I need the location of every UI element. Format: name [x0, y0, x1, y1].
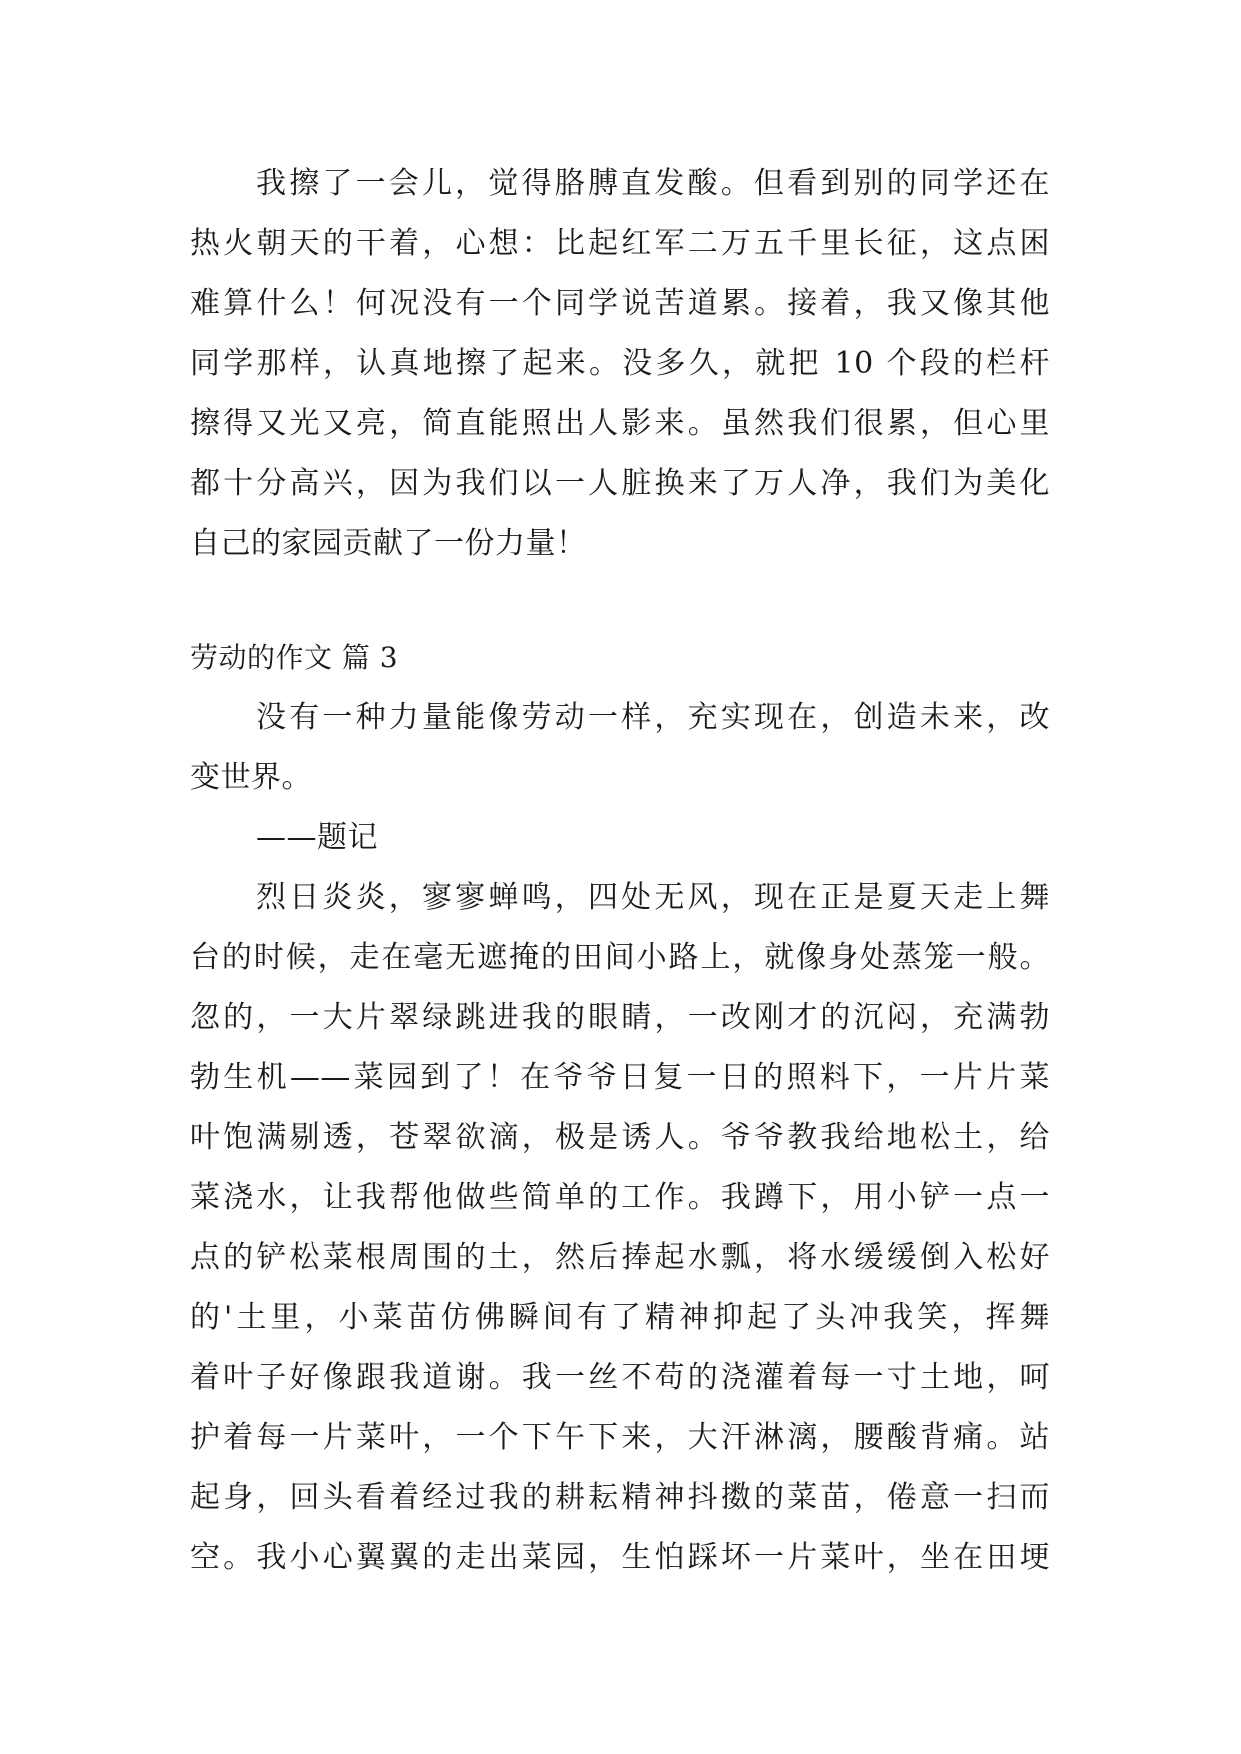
paragraph-line: 勃生机——菜园到了！在爷爷日复一日的照料下，一片片菜	[190, 1060, 1050, 1095]
paragraph-1	[190, 154, 1050, 574]
paragraph-line: 烈日炎炎，寥寥蝉鸣，四处无风，现在正是夏天走上舞	[256, 880, 1050, 915]
paragraph-line: 护着每一片菜叶，一个下午下来，大汗淋漓，腰酸背痛。站	[190, 1420, 1050, 1455]
epigraph-line: 没有一种力量能像劳动一样，充实现在，创造未来，改	[256, 700, 1050, 735]
paragraph-line: 自己的家园贡献了一份力量！	[190, 526, 587, 561]
paragraph-line: 着叶子好像跟我道谢。我一丝不苟的浇灌着每一寸土地，呵	[190, 1360, 1050, 1395]
paragraph-line: 同学那样，认真地擦了起来。没多久，就把 10 个段的栏杆	[190, 346, 1050, 381]
paragraph-2	[190, 868, 1050, 1588]
paragraph-line: 点的铲松菜根周围的土，然后捧起水瓢，将水缓缓倒入松好	[190, 1240, 1050, 1275]
section-heading: 劳动的作文 篇 3	[190, 641, 399, 674]
paragraph-line: 台的时候，走在毫无遮掩的田间小路上，就像身处蒸笼一般。	[190, 940, 1050, 975]
paragraph-line: 难算什么！何况没有一个同学说苦道累。接着，我又像其他	[190, 286, 1050, 321]
paragraph-line: 空。我小心翼翼的走出菜园，生怕踩坏一片菜叶，坐在田埂	[190, 1540, 1050, 1575]
paragraph-line: 的'土里，小菜苗仿佛瞬间有了精神抑起了头冲我笑，挥舞	[190, 1300, 1050, 1335]
paragraph-line: 我擦了一会儿，觉得胳膊直发酸。但看到别的同学还在	[256, 166, 1050, 201]
epigraph-line: 变世界。	[190, 760, 312, 795]
paragraph-line: 擦得又光又亮，简直能照出人影来。虽然我们很累，但心里	[190, 406, 1050, 441]
paragraph-line: 叶饱满剔透，苍翠欲滴，极是诱人。爷爷教我给地松土，给	[190, 1120, 1050, 1155]
paragraph-line: 都十分高兴，因为我们以一人脏换来了万人净，我们为美化	[190, 466, 1050, 501]
paragraph-line: 忽的，一大片翠绿跳进我的眼睛，一改刚才的沉闷，充满勃	[190, 1000, 1050, 1035]
epigraph-attribution: ——题记	[256, 820, 378, 855]
paragraph-line: 起身，回头看着经过我的耕耘精神抖擞的菜苗，倦意一扫而	[190, 1480, 1050, 1515]
paragraph-line: 热火朝天的干着，心想：比起红军二万五千里长征，这点困	[190, 226, 1050, 261]
paragraph-line: 菜浇水，让我帮他做些简单的工作。我蹲下，用小铲一点一	[190, 1180, 1050, 1215]
epigraph	[190, 688, 1050, 868]
